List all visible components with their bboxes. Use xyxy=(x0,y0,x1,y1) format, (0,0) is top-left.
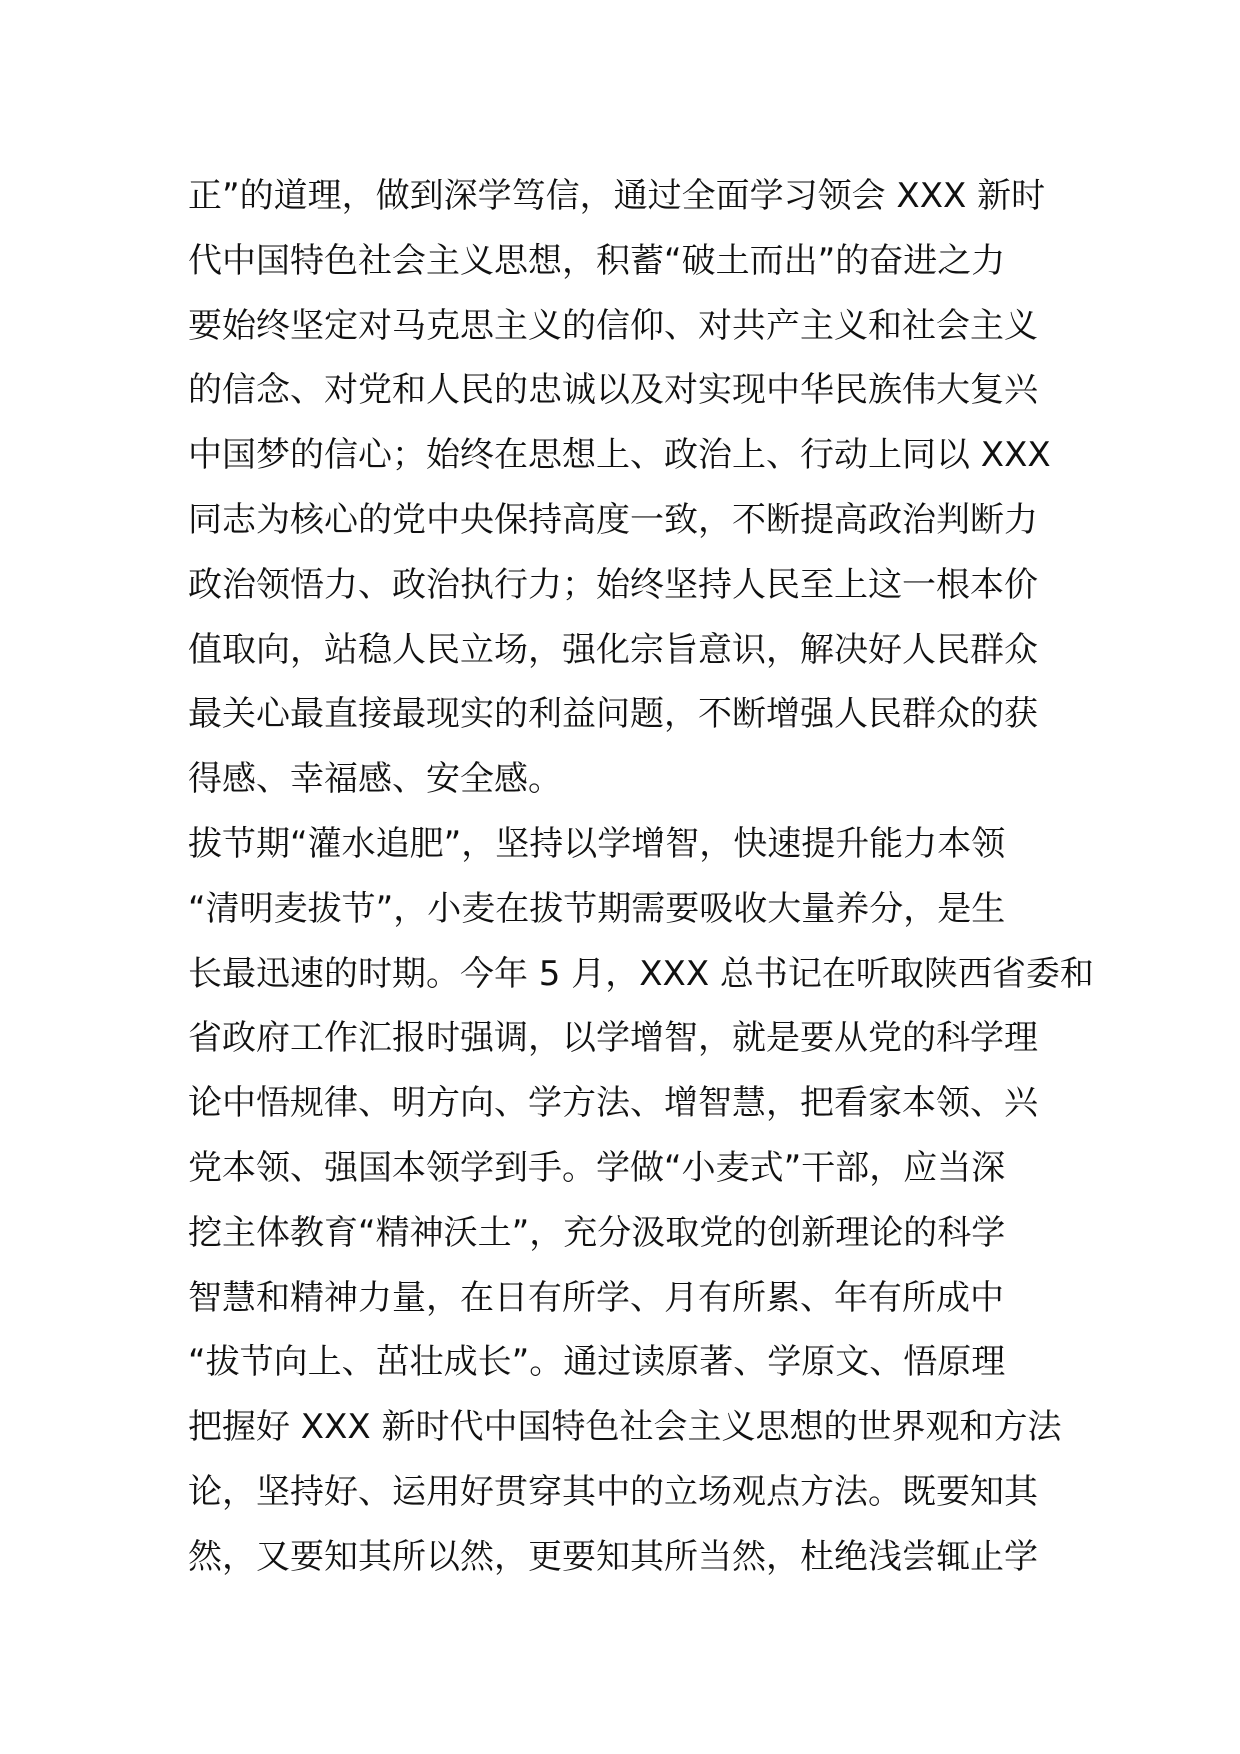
text-line: 长最迅速的时期。今年 5 月，XXX 总书记在听取陕西省委和 xyxy=(188,953,1094,994)
text-line: 中国梦的信心；始终在思想上、政治上、行动上同以 XXX xyxy=(188,435,1051,476)
text-line: 论，坚持好、运用好贯穿其中的立场观点方法。既要知其 xyxy=(188,1471,1038,1512)
text-line: 代中国特色社会主义思想，积蓄“破土而出”的奋进之力 xyxy=(188,240,1006,281)
text-line: “拔节向上、茁壮成长”。通过读原著、学原文、悟原理 xyxy=(188,1342,1006,1383)
text-line: 政治领悟力、政治执行力；始终坚持人民至上这一根本价 xyxy=(188,564,1038,605)
text-line: “清明麦拔节”，小麦在拔节期需要吸收大量养分，是生 xyxy=(188,888,1006,929)
text-line: 拔节期“灌水追肥”，坚持以学增智，快速提升能力本领 xyxy=(188,823,1006,864)
text-line: 把握好 XXX 新时代中国特色社会主义思想的世界观和方法 xyxy=(188,1407,1062,1448)
text-line: 正”的道理，做到深学笃信，通过全面学习领会 XXX 新时 xyxy=(188,176,1046,216)
text-line: 的信念、对党和人民的忠诚以及对实现中华民族伟大复兴 xyxy=(188,370,1038,411)
text-line: 值取向，站稳人民立场，强化宗旨意识，解决好人民群众 xyxy=(188,629,1038,670)
body-text xyxy=(188,164,1094,1590)
text-line: 论中悟规律、明方向、学方法、增智慧，把看家本领、兴 xyxy=(188,1083,1038,1124)
text-line: 挖主体教育“精神沃土”，充分汲取党的创新理论的科学 xyxy=(188,1212,1006,1253)
text-line: 最关心最直接最现实的利益问题，不断增强人民群众的获 xyxy=(188,694,1038,735)
text-line: 要始终坚定对马克思主义的信仰、对共产主义和社会主义 xyxy=(188,305,1038,346)
text-line: 得感、幸福感、安全感。 xyxy=(188,759,562,800)
text-line: 党本领、强国本领学到手。学做“小麦式”干部，应当深 xyxy=(188,1147,1006,1188)
text-line: 省政府工作汇报时强调，以学增智，就是要从党的科学理 xyxy=(188,1018,1038,1059)
text-line: 同志为核心的党中央保持高度一致，不断提高政治判断力 xyxy=(188,499,1038,540)
text-line: 然，又要知其所以然，更要知其所当然，杜绝浅尝辄止学 xyxy=(188,1536,1038,1577)
text-line: 智慧和精神力量，在日有所学、月有所累、年有所成中 xyxy=(188,1277,1004,1318)
